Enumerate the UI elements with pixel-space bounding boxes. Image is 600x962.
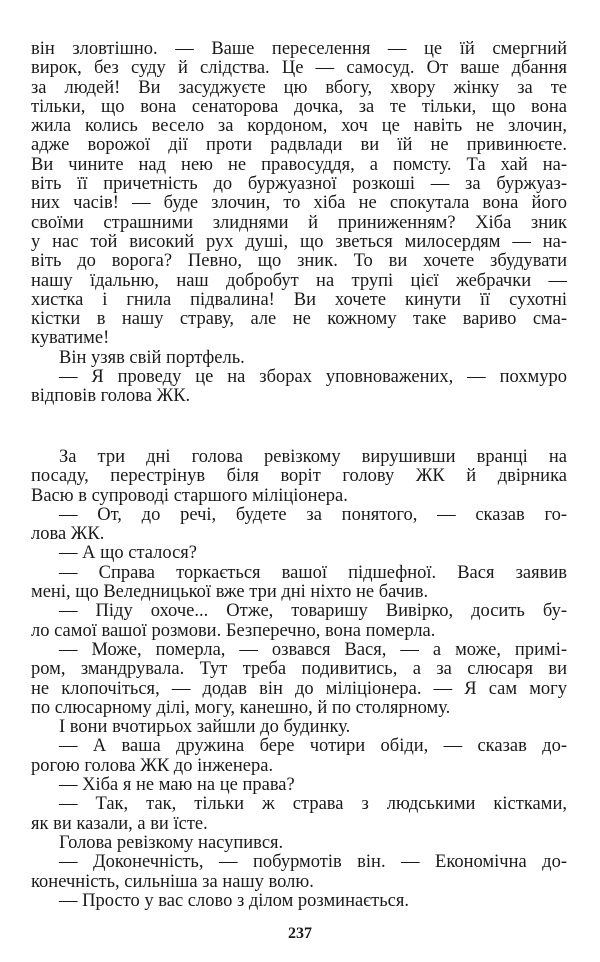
text-line: Голова ревізкому насупився. [59, 832, 284, 853]
text-line: — А ваша дружина бере чотири обіди, — сказав до- [59, 736, 567, 757]
text-line: — Доконечність, — побурмотів він. — Економічна до- [59, 852, 567, 873]
text-line: адже ворожої дії проти радвлади ви їй не привинюєте. [31, 135, 567, 156]
text-line: Васю в супроводі старшого міліціонера. [31, 485, 348, 506]
text-line: віть її причетність до буржуазної розкоші — за буржуаз- [31, 174, 567, 195]
text-line: — Я проведу це на зборах уповноважених, — похмуро [59, 367, 567, 388]
text-line: них часів! — буде злочин, то хіба не спокутала вона його [31, 193, 567, 214]
text-line: вирок, без суду й слідства. Це — самосуд. От ваше дбання [31, 58, 567, 79]
text-line: нашу їдальню, наш добробут на трупі цієї жебрачки — [31, 270, 567, 291]
text-line: він зловтішно. — Ваше переселення — це їй смергний [31, 39, 567, 59]
text-section-1 [31, 40, 567, 407]
text-line: лова ЖК. [31, 524, 105, 545]
text-line: як ви казали, а ви їсте. [31, 813, 208, 834]
text-line: своїми страшними злиднями й приниженням? Хіба зник [31, 212, 567, 233]
page-number: 237 [288, 925, 312, 942]
text-line: — Може, померла, — озвався Вася, — а може, примі- [59, 639, 567, 660]
text-line: рогою голова ЖК до інженера. [31, 755, 274, 776]
text-line: посаду, перестрінув біля воріт голову ЖК й двірника [31, 466, 567, 487]
text-line: за людей! Ви засуджуєте цю вбогу, хвору жінку за те [31, 77, 567, 98]
text-line: — Справа торкається вашої підшефної. Вася заявив [59, 562, 567, 583]
text-line: кістки в нашу страву, але не кожному таке вариво сма- [31, 309, 567, 330]
text-line: — А що сталося? [59, 543, 198, 564]
text-line: — Так, так, тільки ж страва з людськими кістками, [59, 794, 567, 815]
text-line: куватиме! [31, 328, 110, 349]
text-section-2 [31, 448, 567, 911]
text-line: — Піду охоче... Отже, товаришу Вивірко, досить бу- [59, 601, 567, 622]
text-line: хистка і гнила підвалина! Ви хочете кинути її сухотні [31, 289, 567, 310]
text-line: ром, змандрувала. Тут треба подивитись, а за слюсаря ви [31, 659, 567, 680]
text-line: — Просто у вас слово з ділом розминається. [59, 890, 409, 911]
text-line: віть до ворога? Певно, що зник. То ви хочете збудувати [31, 251, 567, 272]
text-line: — Хіба я не маю на це права? [59, 775, 295, 796]
text-line: Він узяв свій портфель. [59, 347, 245, 368]
text-line: по слюсарному ділі, могу, канешно, й по столярному. [31, 697, 451, 718]
text-line: не клопочіться, — додав він до міліціонера. — Я сам могу [31, 678, 567, 699]
text-line: За три дні голова ревізкому вирушивши вранці на [59, 447, 567, 467]
text-line: у нас той високий рух душі, що зветься милосердям — на- [31, 231, 567, 252]
text-line: тільки, що вона сенаторова дочка, за те тільки, що вона [31, 96, 567, 117]
text-line: відповів голова ЖК. [31, 386, 191, 407]
text-line: жила колись весело за кордоном, хоч це навіть не злочин, [31, 116, 567, 137]
text-line: конечність, сильніша за нашу волю. [31, 871, 314, 892]
text-line: — От, до речі, будете за понятого, — сказав го- [59, 504, 567, 525]
text-line: Ви чините над нею не правосуддя, а помсту. Та хай на- [31, 154, 567, 175]
text-line: І вони вчотирьох зайшли до будинку. [59, 717, 351, 738]
text-line: мені, що Веледницької вже три дні ніхто не бачив. [31, 582, 429, 603]
text-line: ло самої вашої розмови. Безперечно, вона померла. [31, 620, 436, 641]
